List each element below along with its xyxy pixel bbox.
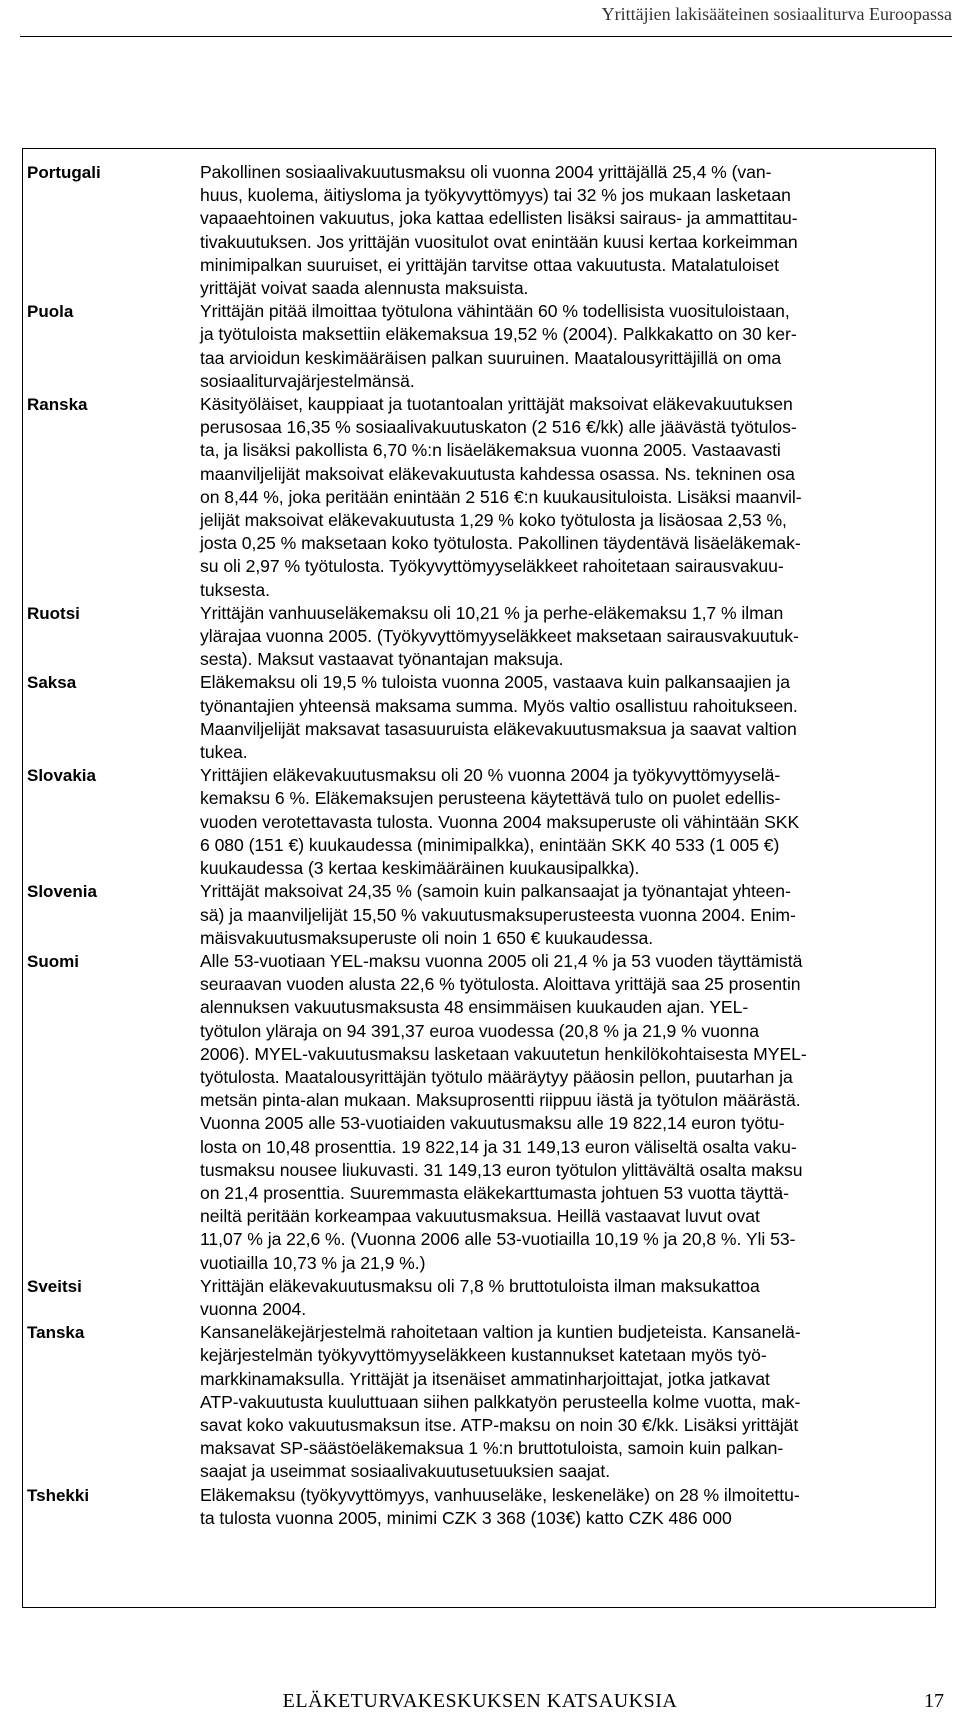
description-line: perusosaa 16,35 % sosiaalivakuutuskaton (2 516 €/kk) alle jäävästä työtulos- bbox=[200, 417, 797, 438]
description-line: su oli 2,97 % työtulosta. Työkyvyttömyyseläkkeet rahoitetaan sairausvakuu- bbox=[200, 556, 784, 577]
description-line: Yrittäjän pitää ilmoittaa työtulona vähintään 60 % todellisista vuosituloistaan, bbox=[200, 301, 790, 322]
description-line: työtulosta. Maatalousyrittäjän työtulo määräytyy pääosin pellon, puutarhan ja bbox=[200, 1066, 793, 1087]
page-footer bbox=[0, 1690, 960, 1720]
description-line: neiltä peritään korkeampaa vakuutusmaksua. Heillä vastaavat luvut ovat bbox=[200, 1206, 760, 1227]
table-row bbox=[23, 671, 935, 764]
description-line: Kansaneläkejärjestelmä rahoitetaan valtion ja kuntien budjeteista. Kansanelä- bbox=[200, 1322, 801, 1343]
description-line: mäisvakuutusmaksuperuste oli noin 1 650 € kuukaudessa. bbox=[200, 927, 654, 948]
description-line: markkinamaksulla. Yrittäjät ja itsenäiset ammatinharjoittajat, jotka jatkavat bbox=[200, 1368, 770, 1389]
table-row bbox=[23, 1275, 935, 1321]
description-line: vapaaehtoinen vakuutus, joka kattaa edellisten lisäksi sairaus- ja ammattitau- bbox=[200, 208, 798, 229]
table-row bbox=[23, 1484, 935, 1530]
description-line: tukea. bbox=[200, 742, 248, 763]
description-line: josta 0,25 % maksetaan koko työtulosta. Pakollinen täydentävä lisäeläkemak- bbox=[200, 533, 801, 554]
country-description bbox=[200, 1321, 925, 1483]
description-line: 6 080 (151 €) kuukaudessa (minimipalkka), enintään SKK 40 533 (1 005 €) bbox=[200, 834, 780, 855]
description-line: alennuksen vakuutusmaksusta 48 ensimmäisen kuukauden ajan. YEL- bbox=[200, 997, 749, 1018]
description-line: Käsityöläiset, kauppiaat ja tuotantoalan yrittäjät maksoivat eläkevakuutuksen bbox=[200, 394, 793, 415]
table-row bbox=[23, 764, 935, 880]
table-row bbox=[23, 950, 935, 1275]
table-row bbox=[23, 161, 935, 300]
description-line: Pakollinen sosiaalivakuutusmaksu oli vuonna 2004 yrittäjällä 25,4 % (van- bbox=[200, 162, 772, 182]
country-description bbox=[200, 1484, 925, 1530]
description-line: Maanviljelijät maksavat tasasuuruista eläkevakuutusmaksua ja saavat valtion bbox=[200, 718, 797, 739]
country-description bbox=[200, 950, 925, 1275]
table-row bbox=[23, 602, 935, 672]
running-header: Yrittäjien lakisääteinen sosiaaliturva Euroopassa bbox=[601, 4, 952, 24]
description-line: Eläkemaksu (työkyvyttömyys, vanhuuseläke, leskeneläke) on 28 % ilmoitettu- bbox=[200, 1484, 800, 1505]
description-line: minimipalkan suuruiset, ei yrittäjän tarvitse ottaa vakuutusta. Matalatuloiset bbox=[200, 254, 779, 275]
description-line: vuoden verotettavasta tulosta. Vuonna 2004 maksuperuste oli vähintään SKK bbox=[200, 811, 800, 832]
country-name: Tshekki bbox=[27, 1485, 90, 1505]
description-line: saajat ja useimmat sosiaalivakuutusetuuksien saajat. bbox=[200, 1461, 611, 1482]
description-line: losta on 10,48 prosenttia. 19 822,14 ja 31 149,13 euron väliseltä osalta vaku- bbox=[200, 1136, 797, 1157]
description-line: yrittäjät voivat saada alennusta maksuista. bbox=[200, 278, 529, 299]
country-name: Ruotsi bbox=[27, 603, 80, 623]
description-line: ta tulosta vuonna 2005, minimi CZK 3 368 (103€) katto CZK 486 000 bbox=[200, 1507, 732, 1528]
country-description bbox=[200, 602, 925, 672]
country-description bbox=[200, 880, 925, 950]
description-line: kemaksu 6 %. Eläkemaksujen perusteena käytettävä tulo on puolet edellis- bbox=[200, 788, 781, 809]
description-line: työtulon yläraja on 94 391,37 euroa vuodessa (20,8 % ja 21,9 % vuonna bbox=[200, 1020, 759, 1041]
country-name: Portugali bbox=[27, 163, 101, 182]
table-row bbox=[23, 1321, 935, 1483]
description-line: työnantajien yhteensä maksama summa. Myös valtio osallistuu rahoitukseen. bbox=[200, 695, 798, 716]
country-name: Tanska bbox=[27, 1323, 85, 1343]
country-description bbox=[200, 764, 925, 880]
header-rule bbox=[20, 36, 952, 37]
description-line: on 21,4 prosenttia. Suuremmasta eläkekarttumasta johtuen 53 vuotta täyttä- bbox=[200, 1182, 789, 1203]
publication-title: ELÄKETURVAKESKUKSEN KATSAUKSIA bbox=[282, 1690, 678, 1712]
country-name: Slovakia bbox=[27, 766, 96, 786]
description-line: Eläkemaksu oli 19,5 % tuloista vuonna 2005, vastaava kuin palkansaajien ja bbox=[200, 672, 790, 693]
country-name: Sveitsi bbox=[27, 1276, 82, 1296]
description-line: ylärajaa vuonna 2005. (Työkyvyttömyyseläkkeet maksetaan sairausvakuutuk- bbox=[200, 626, 799, 647]
description-line: ta, ja lisäksi pakollista 6,70 %:n lisäeläkemaksua vuonna 2005. Vastaavasti bbox=[200, 440, 781, 461]
description-line: seuraavan vuoden alusta 22,6 % työtulosta. Aloittava yrittäjä saa 25 prosentin bbox=[200, 974, 801, 995]
description-line: sesta). Maksut vastaavat työnantajan maksuja. bbox=[200, 649, 564, 670]
country-name: Saksa bbox=[27, 673, 77, 693]
country-table bbox=[22, 148, 936, 1608]
description-line: tusmaksu nousee liukuvasti. 31 149,13 euron työtulon ylittävältä osalta maksu bbox=[200, 1159, 803, 1180]
country-description bbox=[200, 300, 925, 393]
country-name: Slovenia bbox=[27, 882, 97, 902]
description-line: on 8,44 %, joka peritään enintään 2 516 €:n kuukausituloista. Lisäksi maanvil- bbox=[200, 486, 802, 507]
description-line: taa arvioidun keskimääräisen palkan suuruinen. Maatalousyrittäjillä on oma bbox=[200, 347, 782, 368]
description-line: tivakuutuksen. Jos yrittäjän vuositulot ovat enintään kuusi kertaa korkeimman bbox=[200, 231, 798, 252]
description-line: sosiaaliturvajärjestelmänsä. bbox=[200, 370, 415, 391]
country-description bbox=[200, 1275, 925, 1321]
description-line: ja työtuloista maksettiin eläkemaksua 19,52 % (2004). Palkkakatto on 30 ker- bbox=[200, 324, 797, 345]
description-line: 2006). MYEL-vakuutusmaksu lasketaan vakuutetun henkilökohtaisesta MYEL- bbox=[200, 1043, 807, 1064]
description-line: vuonna 2004. bbox=[200, 1298, 307, 1319]
description-line: savat koko vakuutusmaksun itse. ATP-maksu on noin 30 €/kk. Lisäksi yrittäjät bbox=[200, 1414, 799, 1435]
description-line: huus, kuolema, äitiysloma ja työkyvyttömyys) tai 32 % jos mukaan lasketaan bbox=[200, 185, 791, 206]
page-number: 17 bbox=[924, 1690, 944, 1712]
description-line: Yrittäjän vanhuuseläkemaksu oli 10,21 % ja perhe-eläkemaksu 1,7 % ilman bbox=[200, 602, 784, 623]
table-row bbox=[23, 880, 935, 950]
country-description bbox=[200, 393, 925, 602]
description-line: Alle 53-vuotiaan YEL-maksu vuonna 2005 oli 21,4 % ja 53 vuoden täyttämistä bbox=[200, 950, 803, 971]
description-line: kejärjestelmän työkyvyttömyyseläkkeen kustannukset katetaan myös työ- bbox=[200, 1345, 767, 1366]
table-rows bbox=[23, 161, 935, 1530]
description-line: vuotiailla 10,73 % ja 21,9 %.) bbox=[200, 1252, 426, 1273]
country-name: Puola bbox=[27, 302, 74, 322]
country-name: Ranska bbox=[27, 395, 88, 415]
country-name: Suomi bbox=[27, 951, 79, 971]
table-row bbox=[23, 393, 935, 602]
description-line: metsän pinta-alan mukaan. Maksuprosentti riippuu iästä ja työtulon määrästä. bbox=[200, 1090, 801, 1111]
country-description bbox=[200, 671, 925, 764]
description-line: kuukaudessa (3 kertaa keskimääräinen kuukausipalkka). bbox=[200, 858, 640, 879]
description-line: Yrittäjien eläkevakuutusmaksu oli 20 % vuonna 2004 ja työkyvyttömyyselä- bbox=[200, 765, 781, 786]
description-line: ATP-vakuutusta kuuluttuaan siihen palkkatyön perusteella kolme vuotta, mak- bbox=[200, 1391, 801, 1412]
description-line: Vuonna 2005 alle 53-vuotiaiden vakuutusmaksu alle 19 822,14 euron työtu- bbox=[200, 1113, 785, 1134]
country-description bbox=[200, 161, 925, 300]
description-line: Yrittäjän eläkevakuutusmaksu oli 7,8 % bruttotuloista ilman maksukattoa bbox=[200, 1275, 760, 1296]
description-line: tuksesta. bbox=[200, 579, 270, 600]
table-row bbox=[23, 300, 935, 393]
description-line: 11,07 % ja 22,6 %. (Vuonna 2006 alle 53-vuotiailla 10,19 % ja 20,8 %. Yli 53- bbox=[200, 1229, 796, 1250]
description-line: jelijät maksoivat eläkevakuutusta 1,29 % koko työtulosta ja lisäosaa 2,53 %, bbox=[200, 510, 787, 531]
description-line: maanviljelijät maksoivat eläkevakuutusta kahdessa osassa. Ns. tekninen osa bbox=[200, 463, 795, 484]
description-line: maksavat SP-säästöeläkemaksua 1 %:n bruttotuloista, samoin kuin palkan- bbox=[200, 1438, 784, 1459]
description-line: Yrittäjät maksoivat 24,35 % (samoin kuin palkansaajat ja työnantajat yhteen- bbox=[200, 881, 791, 902]
description-line: sä) ja maanviljelijät 15,50 % vakuutusmaksuperusteesta vuonna 2004. Enim- bbox=[200, 904, 796, 925]
